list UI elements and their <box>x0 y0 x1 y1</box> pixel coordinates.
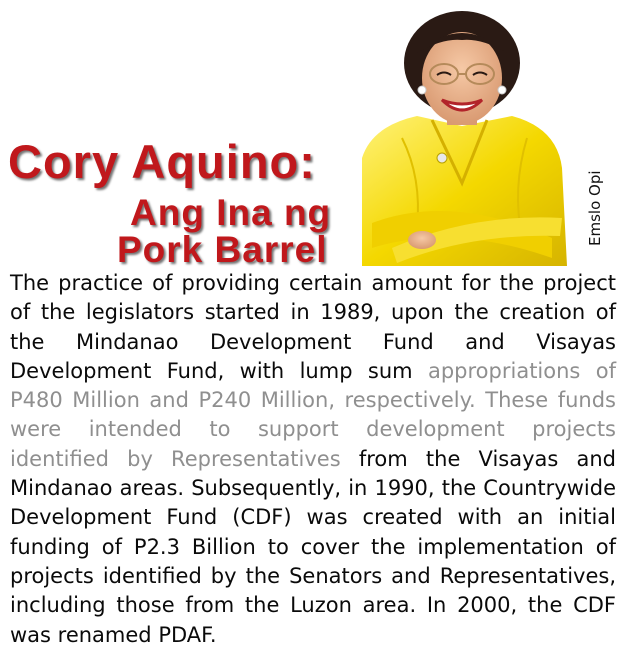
photo-credit: Emslo Opi <box>586 170 604 246</box>
title-line-3: Pork Barrel <box>117 229 328 270</box>
portrait-photo <box>362 8 572 266</box>
article-text-part-2: appropriations of P480 Million and P240 Million, respectively. These funds were intended to support development projects identified by Representatives <box>10 358 616 471</box>
title-line-2: Ang Ina ng <box>130 192 332 233</box>
article-text <box>10 269 616 650</box>
title-line-1: Cory Aquino: <box>8 135 316 188</box>
article-text-part-1: The practice of providing certain amount for the project of the legislators started in 1989, upon the creation of the Mindanao Development Fund and Visayas Development Fund, with lump sum <box>10 271 616 383</box>
article-text-part-3: from the Visayas and Mindanao areas. Subsequently, in 1990, the Countrywide Development Fund (CDF) was created with an initial funding of P2.3 Billion to cover the implementation of projects identified by the Senators and Representatives, including those from the Luzon area. In 2000, the CDF was renamed PDAF. <box>10 446 617 647</box>
